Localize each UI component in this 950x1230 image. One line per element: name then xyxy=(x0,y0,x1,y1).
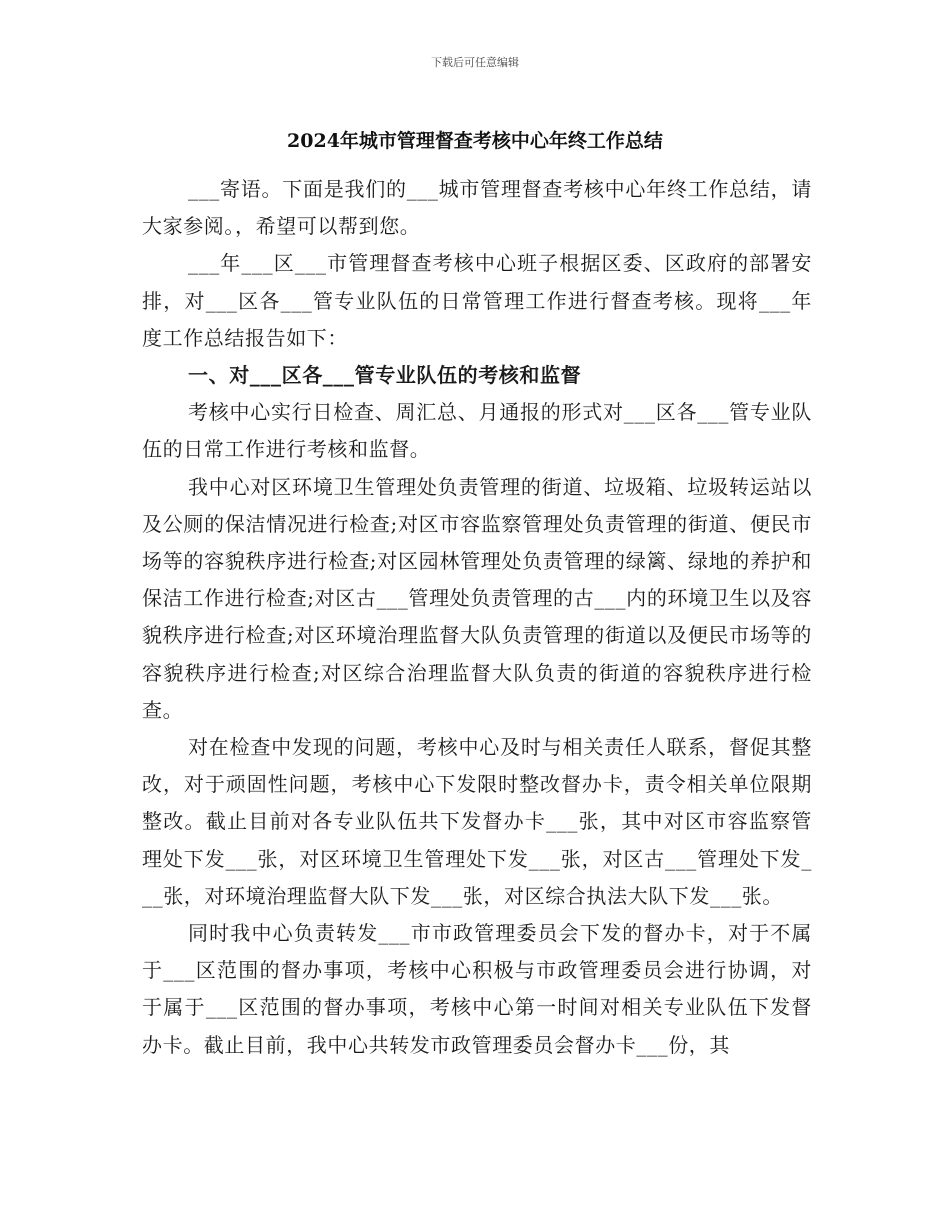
paragraph-forwarding: 同时我中心负责转发___市市政管理委员会下发的督办卡，对于不属于___区范围的督办事项，考核中心积极与市政管理委员会进行协调，对于属于___区范围的督办事项，考核中心第一时间对相关专业队伍下发督办卡。截止目前，我中心共转发市政管理委员会督办卡___份，其 xyxy=(142,921,812,1057)
overview-paragraph: ___年___区___市管理督查考核中心班子根据区委、区政府的部署安排，对___区各___管专业队伍的日常管理工作进行督查考核。现将___年度工作总结报告如下： xyxy=(142,251,812,350)
intro-paragraph: ___寄语。下面是我们的___城市管理督查考核中心年终工作总结，请大家参阅。，希望可以帮到您。 xyxy=(142,177,812,239)
paragraph-rectification: 对在检查中发现的问题，考核中心及时与相关责任人联系，督促其整改，对于顽固性问题，考核中心下发限时整改督办卡，责令相关单位限期整改。截止目前对各专业队伍共下发督办卡___张，其中对区市容监察管理处下发___张，对区环境卫生管理处下发___张，对区古___管理处下发___张，对环境治理监督大队下发___张，对区综合执法大队下发___张。 xyxy=(142,735,812,908)
document-body xyxy=(142,171,812,1064)
paragraph-assessment: 考核中心实行日检查、周汇总、月通报的形式对___区各___管专业队伍的日常工作进行考核和监督。 xyxy=(142,400,812,462)
document-title: 2024年城市管理督查考核中心年终工作总结 xyxy=(287,130,663,152)
header-note: 下载后可任意编辑 xyxy=(431,56,519,69)
section-heading-1: 一、对___区各___管专业队伍的考核和监督 xyxy=(188,363,582,388)
paragraph-inspection: 我中心对区环境卫生管理处负责管理的街道、垃圾箱、垃圾转运站以及公厕的保洁情况进行检查;对区市容监察管理处负责管理的街道、便民市场等的容貌秩序进行检查;对区园林管理处负责管理的绿篱、绿地的养护和保洁工作进行检查;对区古___管理处负责管理的古___内的环境卫生以及容貌秩序进行检查;对区环境治理监督大队负责管理的街道以及便民市场等的容貌秩序进行检查;对区综合治理监督大队负责的街道的容貌秩序进行检查。 xyxy=(142,474,812,722)
